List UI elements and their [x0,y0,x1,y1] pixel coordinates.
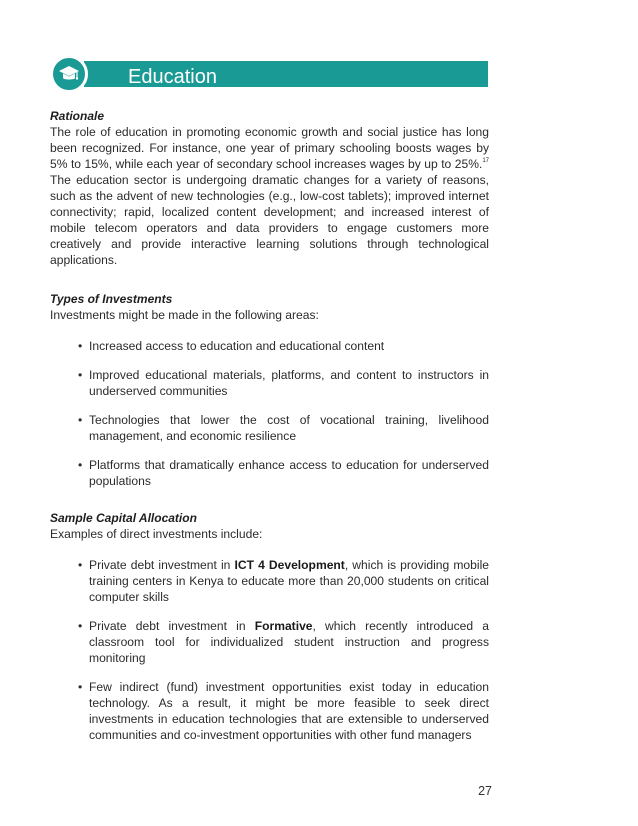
investments-list [50,338,489,489]
list-item: • Increased access to education and educational content [78,338,489,354]
graduation-cap-icon [50,55,88,93]
investments-heading: Types of Investments [50,292,173,306]
allocation-intro: Examples of direct investments include: [50,527,263,541]
page-content [50,108,489,756]
item-text: Private debt investment in [89,558,235,572]
allocation-list [50,557,489,743]
allocation-heading: Sample Capital Allocation [50,511,197,525]
page-number: 27 [478,784,492,798]
rationale-paragraph [50,124,489,268]
section-title: Education [128,66,217,88]
section-header [50,58,488,90]
list-item: • Technologies that lower the cost of vocational training, livelihood management, and economic resilience [78,412,489,444]
item-text: , which is providing mobile training centers in Kenya to educate more than 20,000 students on critical computer skills [89,558,489,604]
rationale-heading: Rationale [50,109,105,123]
list-item: • Improved educational materials, platforms, and content to instructors in underserved communities [78,367,489,399]
rationale-text-1: The role of education in promoting economic growth and social justice has long been recognized. For instance, one year of primary schooling boosts wages by 5% to 15%, while each year of secondary school increases wages by up to 25%. [50,125,489,171]
list-item: • Few indirect (fund) investment opportunities exist today in education technology. As a result, it might be more feasible to seek direct investments in education technologies that are extensible to underserved communities and co-investment opportunities with other fund managers [78,679,489,743]
rationale-text-2: The education sector is undergoing dramatic changes for a variety of reasons, such as the advent of new technologies (e.g., low-cost tablets); improved internet connectivity; rapid, localized content development; and increased interest of mobile telecom operators and data providers to engage customers more creatively and provide interactive learning solutions through technological applications. [50,173,489,267]
item-text: Private debt investment in [89,619,255,633]
investments-intro: Investments might be made in the following areas: [50,308,319,322]
formative-link[interactable]: Formative [254,619,313,633]
item-text: , which recently introduced a classroom tool for individualized student instruction and progress monitoring [89,619,489,665]
ict4development-link[interactable]: ICT 4 Development [234,558,345,572]
list-item: • Platforms that dramatically enhance access to education for underserved populations [78,457,489,489]
header-bar [84,61,488,87]
footnote-ref[interactable]: 17 [482,158,489,164]
list-item [78,618,489,666]
list-item [78,557,489,605]
